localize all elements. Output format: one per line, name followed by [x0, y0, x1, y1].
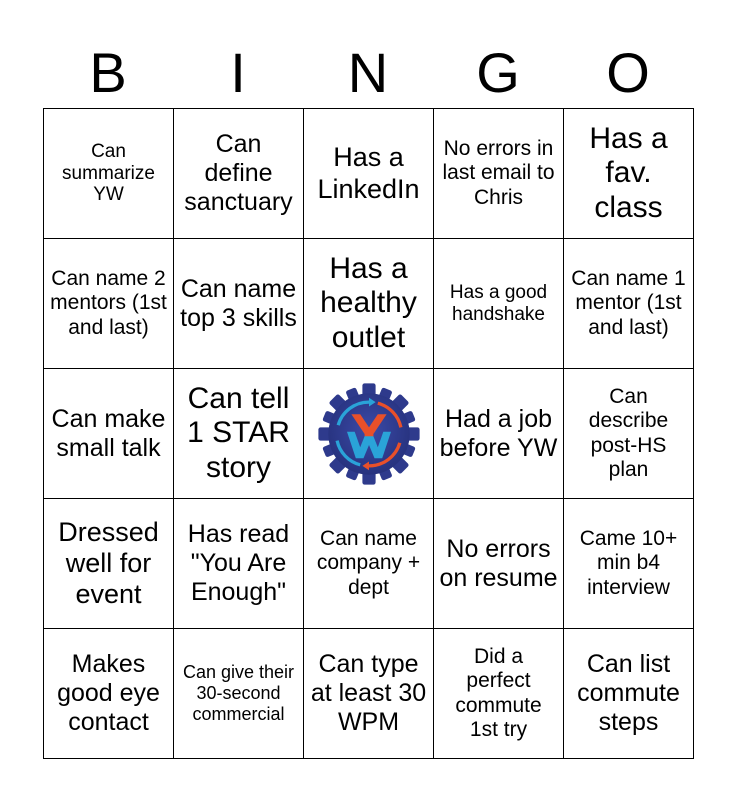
- cell-label: Has read "You Are Enough": [187, 520, 290, 606]
- bingo-cell-r3-c4[interactable]: [564, 499, 694, 629]
- bingo-cell-r2-c4[interactable]: [564, 369, 694, 499]
- cell-label: No errors on resume: [439, 534, 558, 592]
- cell-label: Has a good handshake: [449, 281, 548, 325]
- bingo-cell-r1-c3[interactable]: [434, 239, 564, 369]
- header-letter-o: O: [606, 41, 650, 104]
- bingo-cell-r4-c3[interactable]: [434, 629, 564, 759]
- cell-label: Has a fav. class: [589, 121, 668, 224]
- bingo-cell-r2-c1[interactable]: [174, 369, 304, 499]
- header-letter-n: N: [347, 41, 389, 104]
- header-letter-g: G: [476, 41, 520, 104]
- bingo-cell-r3-c3[interactable]: [434, 499, 564, 629]
- bingo-cell-r4-c1[interactable]: [174, 629, 304, 759]
- cell-label: Has a LinkedIn: [317, 142, 420, 204]
- cell-label: Can give their 30-second commercial: [182, 662, 295, 724]
- cell-label: Can type at least 30 WPM: [310, 650, 427, 736]
- bingo-cell-r0-c4[interactable]: [564, 109, 694, 239]
- cell-label: Can name 2 mentors (1st and last): [50, 267, 167, 339]
- cell-label: Can list commute steps: [577, 650, 680, 736]
- bingo-cell-r0-c2[interactable]: [304, 109, 434, 239]
- bingo-header: [43, 38, 693, 108]
- cell-label: Can name 1 mentor (1st and last): [571, 267, 686, 339]
- bingo-board: [43, 108, 694, 759]
- cell-label: Can name company + dept: [316, 527, 421, 599]
- bingo-cell-r3-c1[interactable]: [174, 499, 304, 629]
- yw-gear-logo-icon: [314, 379, 424, 489]
- bingo-cell-r3-c2[interactable]: [304, 499, 434, 629]
- header-letter-i: I: [230, 41, 246, 104]
- bingo-cell-r4-c0[interactable]: [44, 629, 174, 759]
- cell-label: Can tell 1 STAR story: [187, 381, 290, 484]
- cell-label: Can summarize YW: [62, 140, 155, 206]
- header-letter-b: B: [89, 41, 127, 104]
- cell-label: Dressed well for event: [58, 516, 159, 610]
- cell-label: Came 10+ min b4 interview: [579, 527, 678, 599]
- cell-label: Had a job before YW: [439, 404, 558, 462]
- bingo-cell-r0-c0[interactable]: [44, 109, 174, 239]
- bingo-cell-r2-c0[interactable]: [44, 369, 174, 499]
- bingo-cell-r1-c4[interactable]: [564, 239, 694, 369]
- cell-label: Can describe post-HS plan: [588, 385, 669, 481]
- bingo-cell-r0-c1[interactable]: [174, 109, 304, 239]
- bingo-cell-r0-c3[interactable]: [434, 109, 564, 239]
- bingo-cell-r4-c4[interactable]: [564, 629, 694, 759]
- bingo-cell-r1-c1[interactable]: [174, 239, 304, 369]
- cell-label: Can name top 3 skills: [180, 274, 297, 332]
- cell-label: Has a healthy outlet: [320, 251, 417, 354]
- cell-label: Makes good eye contact: [57, 650, 160, 736]
- bingo-cell-r1-c0[interactable]: [44, 239, 174, 369]
- cell-label: No errors in last email to Chris: [442, 137, 555, 209]
- cell-label: Can make small talk: [51, 404, 166, 462]
- bingo-cell-r1-c2[interactable]: [304, 239, 434, 369]
- cell-label: Did a perfect commute 1st try: [455, 645, 542, 741]
- cell-label: Can define sanctuary: [184, 130, 293, 216]
- bingo-cell-r3-c0[interactable]: [44, 499, 174, 629]
- bingo-cell-free-space[interactable]: [304, 369, 434, 499]
- bingo-cell-r4-c2[interactable]: [304, 629, 434, 759]
- bingo-cell-r2-c3[interactable]: [434, 369, 564, 499]
